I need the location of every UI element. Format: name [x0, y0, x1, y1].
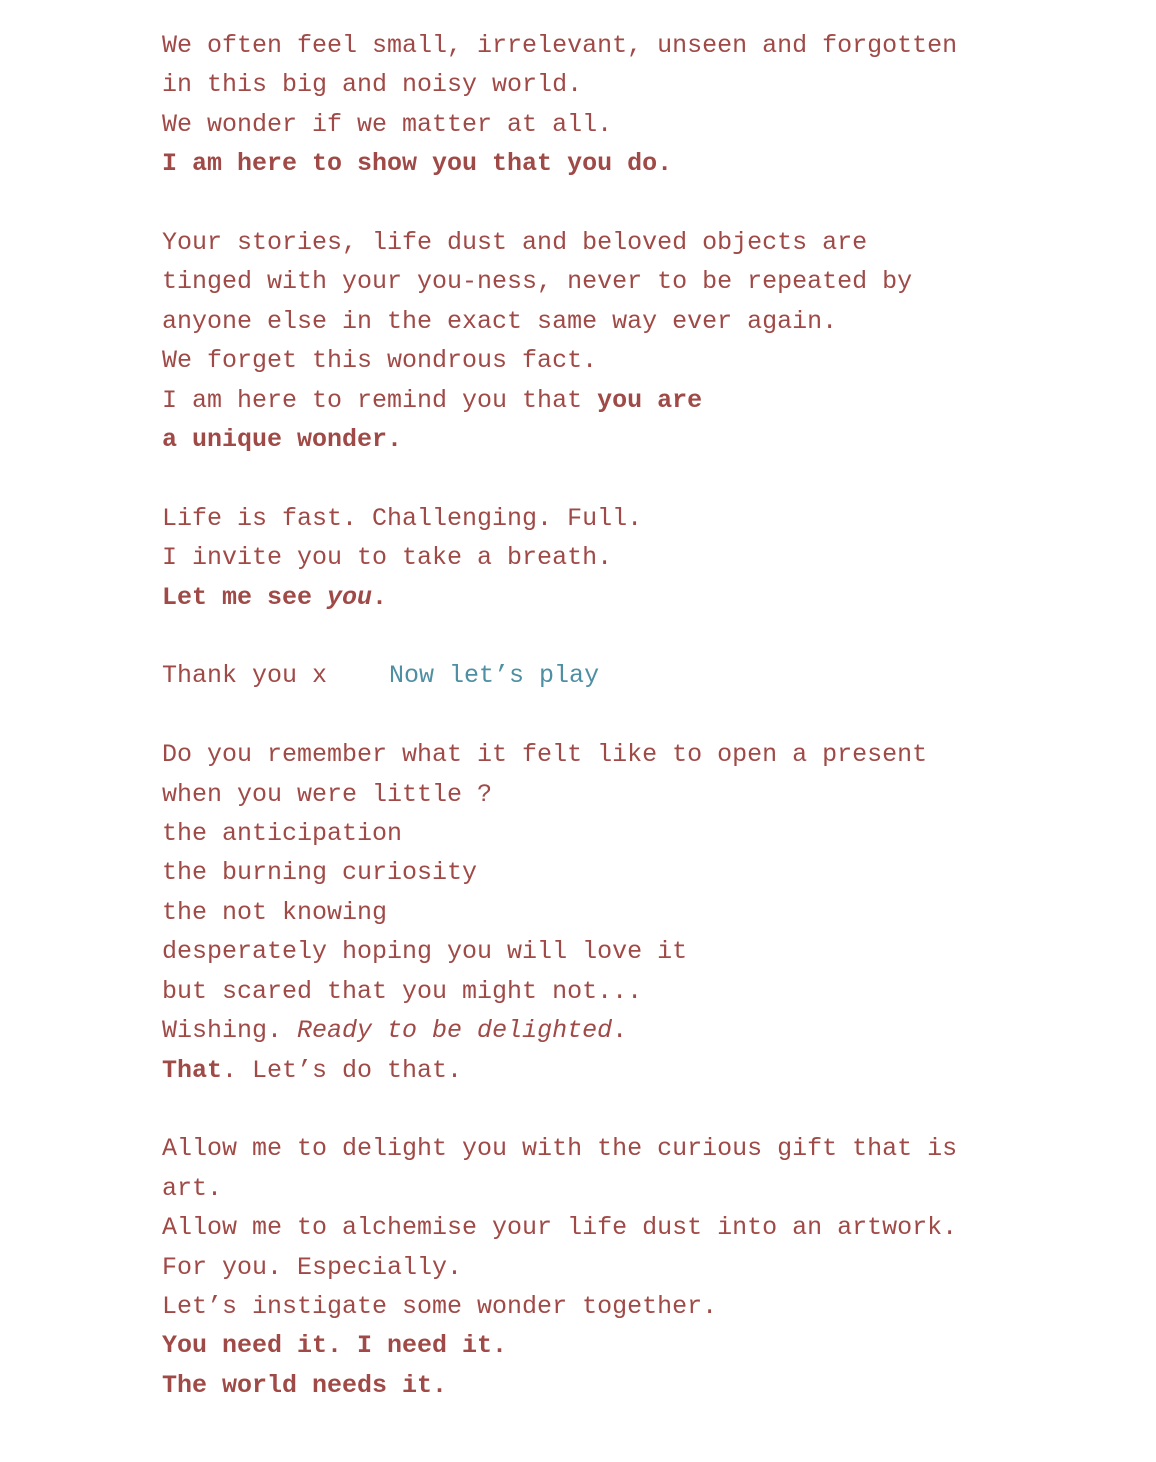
bold-text: Let me see	[162, 582, 328, 612]
thank-you-text: Thank you x	[162, 661, 328, 691]
bold-text: a unique wonder.	[162, 425, 403, 455]
text-line: the not knowing	[162, 897, 388, 927]
text-line-bold	[162, 144, 1062, 183]
bold-text: That	[162, 1055, 223, 1085]
text-line: Do you remember what it felt like to open a present	[162, 740, 928, 770]
text-line: tinged with your you-ness, never to be repeated by	[162, 267, 913, 297]
thanks-line	[162, 656, 1062, 695]
paragraph-gap	[162, 184, 1062, 223]
paragraph-gap	[162, 1090, 1062, 1129]
text-line: We wonder if we matter at all.	[162, 109, 613, 139]
bold-text: The world needs it.	[162, 1370, 448, 1400]
text-line-bold	[162, 1366, 1062, 1405]
text-line: art.	[162, 1173, 223, 1203]
text-line: the anticipation	[162, 819, 403, 849]
text-line: We often feel small, irrelevant, unseen and forgotten	[162, 31, 958, 60]
text-line: when you were little ?	[162, 779, 493, 809]
text-line: Allow me to alchemise your life dust into an artwork.	[162, 1213, 958, 1243]
text-line: Life is fast. Challenging. Full.	[162, 503, 643, 533]
text-line: in this big and noisy world.	[162, 70, 583, 100]
text-line: desperately hoping you will love it	[162, 937, 688, 967]
plain-text: I am here to remind you that	[162, 385, 598, 415]
now-lets-play-link[interactable]: Now let’s play	[389, 661, 600, 691]
bold-text: I am here to show you that you do.	[162, 149, 673, 179]
text-line	[162, 381, 1062, 420]
paragraph-gap	[162, 459, 1062, 498]
plain-text: Wishing.	[162, 1016, 298, 1046]
italic-text: you	[327, 582, 373, 612]
bold-italic-text	[327, 583, 372, 612]
text-line: Let’s instigate some wonder together.	[162, 1291, 718, 1321]
text-line-bold	[162, 420, 1062, 459]
bold-text: You need it. I need it.	[162, 1331, 508, 1361]
bold-text: .	[372, 582, 388, 612]
bold-text: you are	[597, 385, 703, 415]
text-line: For you. Especially.	[162, 1252, 463, 1282]
text-line: I invite you to take a breath.	[162, 543, 613, 573]
text-line: the burning curiosity	[162, 858, 478, 888]
text-line: Allow me to delight you with the curious gift that is	[162, 1134, 958, 1164]
text-line-bold	[162, 578, 1062, 617]
manifesto-text	[162, 26, 1062, 1405]
italic-text: Ready to be delighted	[297, 1016, 613, 1046]
paragraph-gap	[162, 696, 1062, 735]
plain-text: .	[612, 1016, 628, 1046]
text-line: Your stories, life dust and beloved objects are	[162, 228, 868, 258]
text-line	[162, 1051, 1062, 1090]
text-line: We forget this wondrous fact.	[162, 346, 598, 376]
text-line: but scared that you might not...	[162, 976, 643, 1006]
plain-text: . Let’s do that.	[222, 1055, 463, 1085]
paragraph-gap	[162, 617, 1062, 656]
text-line-bold	[162, 1326, 1062, 1365]
text-line	[162, 1011, 1062, 1050]
text-line: anyone else in the exact same way ever again.	[162, 306, 838, 336]
